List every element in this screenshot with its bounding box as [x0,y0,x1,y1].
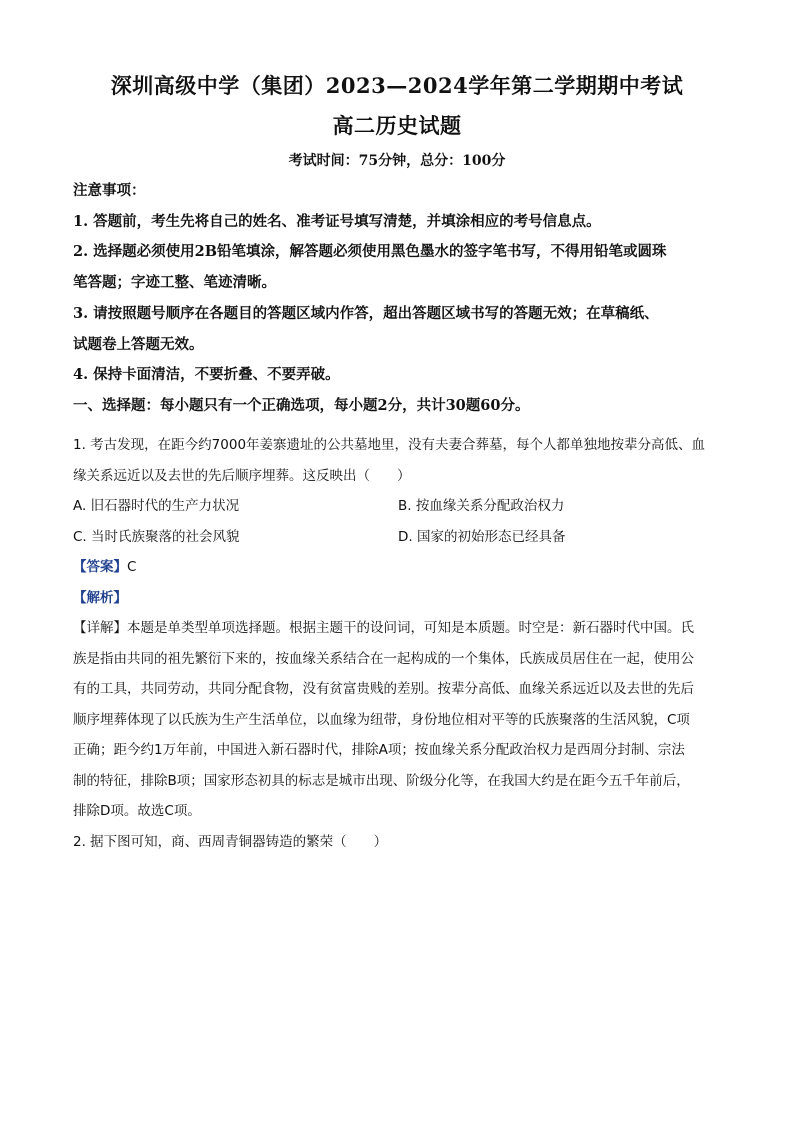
q1-option-c: C. 当时氏族聚落的社会风貌 [73,528,240,545]
detail-line: 族是指由共同的祖先繁衍下来的，按血缘关系结合在一起构成的一个集体，氏族成员居住在一起，使用公 [73,650,694,667]
q1-answer [73,552,723,583]
detail-line [73,613,723,644]
detail-line: 有的工具，共同劳动，共同分配食物，没有贫富贵贱的差别。按辈分高低、血缘关系远近以及去世的先后 [73,681,694,697]
answer-value: C [127,559,137,575]
notes-heading: 注意事项： [73,182,146,199]
notes-line: 2. 选择题必须使用2B铅笔填涂，解答题必须使用黑色墨水的签字笔书写，不得用铅笔或圆珠 [73,243,667,261]
notes-line: 笔答题；字迹工整、笔迹清晰。 [73,274,276,292]
q1-option-d: D. 国家的初始形态已经具备 [398,528,566,545]
exam-info: 考试时间：75分钟，总分：100分 [288,153,506,169]
notes-line: 试题卷上答题无效。 [73,335,204,353]
q1-option-a: A. 旧石器时代的生产力状况 [73,498,240,514]
notes-line: 1. 答题前，考生先将自己的姓名、准考证号填写清楚，并填涂相应的考号信息点。 [73,212,601,230]
q1-options-row [73,491,723,522]
detail-tag: 【详解】 [73,620,127,636]
exam-subtitle: 高二历史试题 [332,113,462,138]
detail-line: 排除D项。故选C项。 [73,803,201,819]
q1-analysis [73,583,723,614]
q1-options-row [73,522,723,553]
q1-option-b: B. 按血缘关系分配政治权力 [398,498,565,514]
notes-section [73,176,733,422]
analysis-tag: 【解析】 [73,589,127,606]
question-body [73,430,723,857]
detail-line: 正确；距今约1万年前，中国进入新石器时代，排除A项；按血缘关系分配政治权力是西周分封制、宗法 [73,742,685,758]
detail-line: 顺序埋葬体现了以氏族为生产生活单位，以血缘为纽带，身份地位相对平等的氏族聚落的生活风貌，C项 [73,711,690,728]
notes-line: 4. 保持卡面清洁，不要折叠、不要弄破。 [73,366,340,384]
detail-line: 制的特征，排除B项；国家形态初具的标志是城市出现、阶级分化等，在我国大约是在距今五千年前后， [73,772,690,789]
notes-line: 3. 请按照题号顺序在各题目的答题区域内作答，超出答题区域书写的答题无效；在草稿纸、 [73,304,659,322]
section-heading: 一、选择题：每小题只有一个正确选项，每小题2分，共计30题60分。 [73,396,530,414]
q1-stem-line: 1. 考古发现，在距今约7000年姜寨遗址的公共墓地里，没有夫妻合葬墓，每个人都单独地按辈分高低、血 [73,437,706,453]
q2-stem: 2. 据下图可知，商、西周青铜器铸造的繁荣（ ） [73,833,388,850]
q1-detail [73,613,723,827]
q1-stem-line: 缘关系远近以及去世的先后顺序埋葬。这反映出（ ） [73,467,411,484]
exam-title: 深圳高级中学（集团）2023—2024学年第二学期期中考试 [110,73,684,98]
answer-tag: 【答案】 [73,559,127,575]
detail-text: 本题是单类型单项选择题。根据主题干的设问词，可知是本质题。时空是：新石器时代中国。氏 [127,620,694,636]
